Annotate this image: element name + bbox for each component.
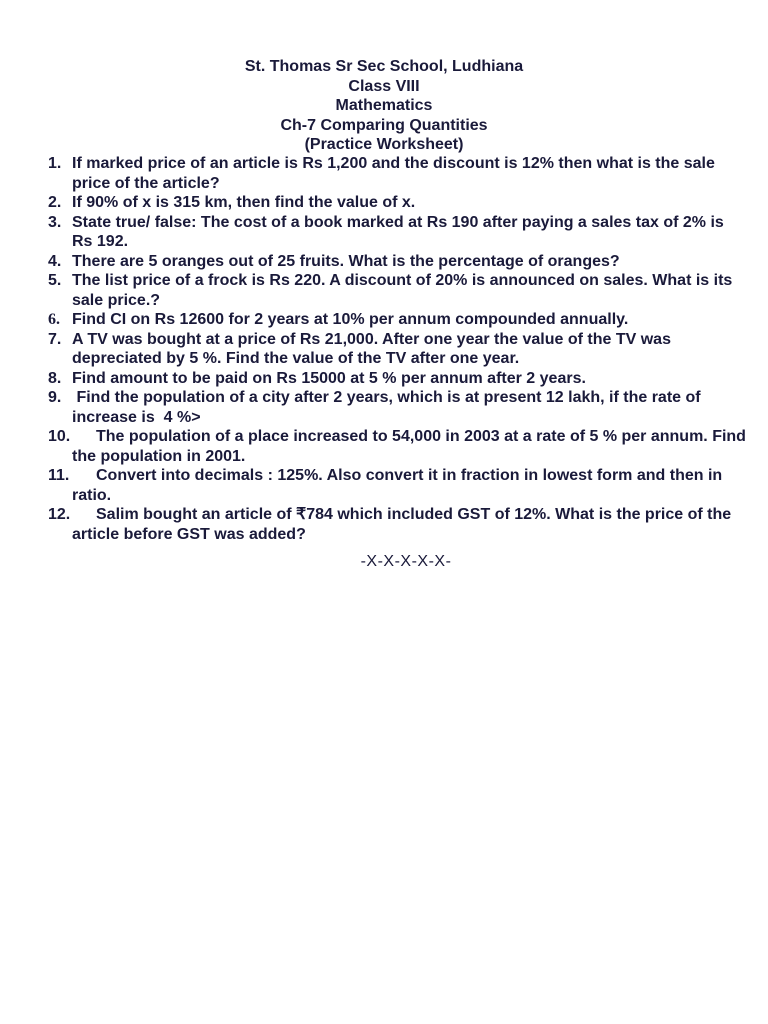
question-list	[48, 154, 748, 544]
question-item	[48, 505, 748, 544]
question-text: Salim bought an article of ₹784 which included GST of 12%. What is the price of the article before GST was added?	[72, 506, 732, 543]
question-number: 6.	[48, 311, 60, 328]
end-mark: -X-X-X-X-X-	[360, 553, 452, 570]
question-item	[48, 369, 748, 389]
question-number: 5.	[48, 272, 62, 289]
question-number: 7.	[48, 330, 62, 348]
chapter-title: Ch-7 Comparing Quantities	[280, 116, 488, 134]
question-item	[48, 427, 748, 466]
question-number: 3.	[48, 213, 62, 231]
question-text: There are 5 oranges out of 25 fruits. What is the percentage of oranges?	[72, 252, 620, 270]
question-text: If 90% of x is 315 km, then find the value of x.	[72, 194, 416, 211]
question-number: 2.	[48, 194, 62, 211]
question-number: 4.	[48, 252, 62, 270]
question-number: 11.	[48, 467, 70, 484]
question-number: 12.	[48, 506, 71, 523]
worksheet-type: (Practice Worksheet)	[304, 136, 464, 153]
question-text: Find the population of a city after 2 years, which is at present 12 lakh, if the rate of increase is 4 %>	[72, 389, 706, 426]
question-text: Find amount to be paid on Rs 15000 at 5 % per annum after 2 years.	[72, 369, 586, 387]
question-item	[48, 466, 748, 505]
subject-name: Mathematics	[335, 97, 433, 114]
question-number: 1.	[48, 155, 62, 172]
question-item	[48, 330, 748, 369]
class-name: Class VIII	[348, 77, 420, 95]
question-text: Find CI on Rs 12600 for 2 years at 10% per annum compounded annually.	[72, 311, 629, 328]
question-number: 10.	[48, 428, 71, 445]
question-item	[48, 271, 748, 310]
question-number: 8.	[48, 369, 62, 387]
question-item	[48, 252, 748, 272]
question-item	[48, 193, 748, 213]
school-name: St. Thomas Sr Sec School, Ludhiana	[244, 58, 524, 75]
question-item	[48, 154, 748, 193]
question-text: If marked price of an article is Rs 1,200 and the discount is 12% then what is the sale price of the article?	[72, 155, 715, 192]
question-item	[48, 388, 748, 427]
question-text: State true/ false: The cost of a book marked at Rs 190 after paying a sales tax of 2% is Rs 192.	[72, 213, 724, 250]
question-text: The list price of a frock is Rs 220. A discount of 20% is announced on sales. What is its sale price.?	[72, 272, 733, 309]
worksheet-header	[0, 57, 768, 155]
question-number: 9.	[48, 389, 62, 406]
question-item	[48, 310, 748, 330]
question-text: A TV was bought at a price of Rs 21,000. After one year the value of the TV was depreciated by 5 %. Find the value of the TV after one year.	[72, 330, 671, 367]
question-text: The population of a place increased to 54,000 in 2003 at a rate of 5 % per annum. Find the population in 2001.	[72, 428, 746, 465]
question-text: Convert into decimals : 125%. Also convert it in fraction in lowest form and then in ratio.	[72, 467, 723, 504]
question-item	[48, 213, 748, 252]
